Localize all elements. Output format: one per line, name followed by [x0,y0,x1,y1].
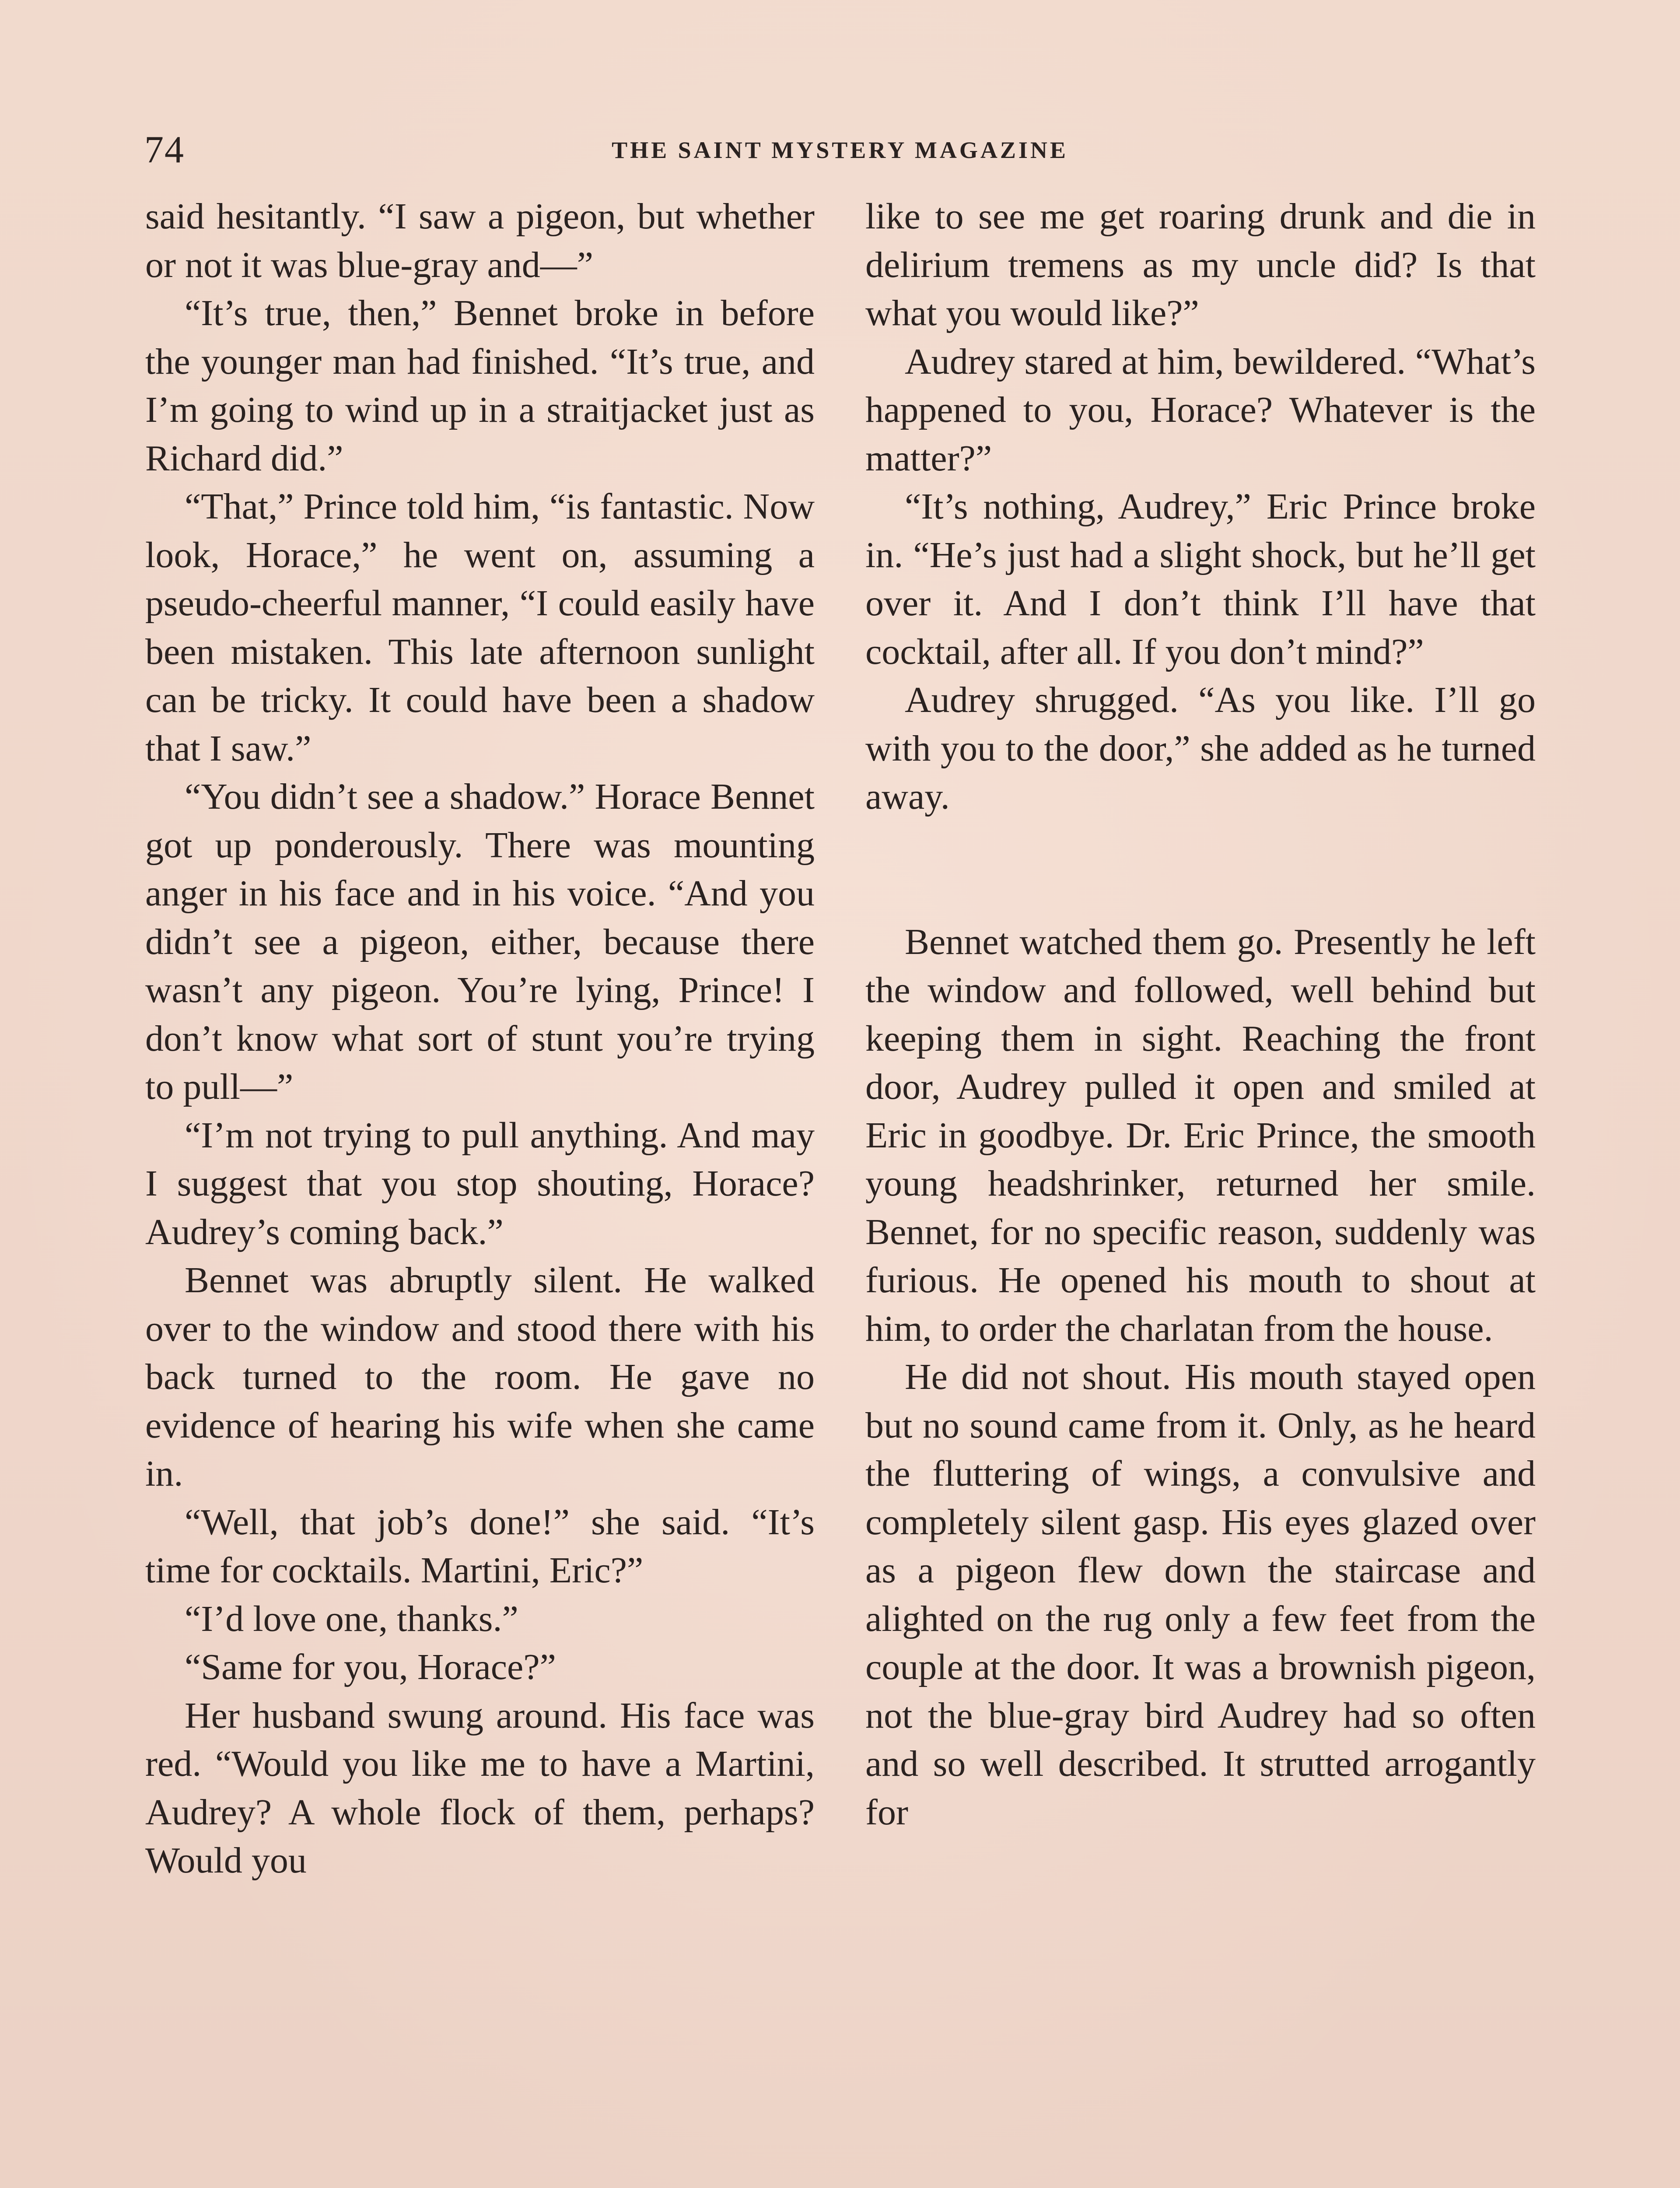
paragraph: said hesitantly. “I saw a pigeon, but whether or not it was blue-gray and—” [145,196,815,285]
magazine-title: THE SAINT MYSTERY MAGAZINE [612,137,1068,163]
right-column [865,193,1536,1837]
left-column [145,193,815,1885]
running-head [144,126,1536,174]
paragraph: “I’d love one, thanks.” [185,1598,518,1639]
paragraph: Bennet was abruptly silent. He walked over to the window and stood there with his back turned to the room. He gave no evidence of hearing his wife when she came in. [145,1260,815,1494]
paragraph: “Same for you, Horace?” [185,1647,556,1687]
paragraph: “Well, that job’s done!” she said. “It’s time for cocktails. Martini, Eric?” [145,1501,815,1591]
paragraph: “That,” Prince told him, “is fantastic. Now look, Horace,” he went on, assuming a pseudo-cheerful manner, “I could easily have been mistaken. This late afternoon sunlight can be tricky. It could have been a shadow that I saw.” [145,486,815,769]
paragraph: Her husband swung around. His face was red. “Would you like me to have a Martini, Audrey? A whole flock of them, perhaps? Would you [145,1695,815,1881]
paragraph: “It’s nothing, Audrey,” Eric Prince broke in. “He’s just had a slight shock, but he’ll get over it. And I don’t think I’ll have that cocktail, after all. If you don’t mind?” [865,486,1536,672]
paragraph: He did not shout. His mouth stayed open but no sound came from it. Only, as he heard the fluttering of wings, a convulsive and completely silent gasp. His eyes glazed over as a pigeon flew down the staircase and alighted on the rug only a few feet from the couple at the door. It was a brownish pigeon, not the blue-gray bird Audrey had so often and so well described. It strutted arrogantly for [865,1357,1536,1833]
page-number: 74 [144,129,185,171]
paragraph: Audrey stared at him, bewildered. “What’s happened to you, Horace? Whatever is the matter?” [865,341,1536,479]
paragraph: “You didn’t see a shadow.” Horace Bennet got up ponderously. There was mounting anger in his face and in his voice. “And you didn’t see a pigeon, either, because there wasn’t any pigeon. You’re lying, Prince! I don’t know what sort of stunt you’re trying to pull—” [145,776,815,1107]
section-break [865,821,1536,918]
paragraph: “It’s true, then,” Bennet broke in before the younger man had finished. “It’s true, and I’m going to wind up in a straitjacket just as Richard did.” [145,293,815,479]
paragraph: Bennet watched them go. Presently he left the window and followed, well behind but keeping them in sight. Reaching the front door, Audrey pulled it open and smiled at Eric in goodbye. Dr. Eric Prince, the smooth young headshrinker, returned her smile. Bennet, for no specific reason, suddenly was furious. He opened his mouth to shout at him, to order the charlatan from the house. [865,921,1536,1349]
paragraph: “I’m not trying to pull anything. And may I suggest that you stop shouting, Horace? Audrey’s coming back.” [145,1115,815,1252]
paragraph: Audrey shrugged. “As you like. I’ll go with you to the door,” she added as he turned away. [865,680,1536,817]
paragraph: like to see me get roaring drunk and die in delirium tremens as my uncle did? Is that what you would like?” [865,196,1536,333]
